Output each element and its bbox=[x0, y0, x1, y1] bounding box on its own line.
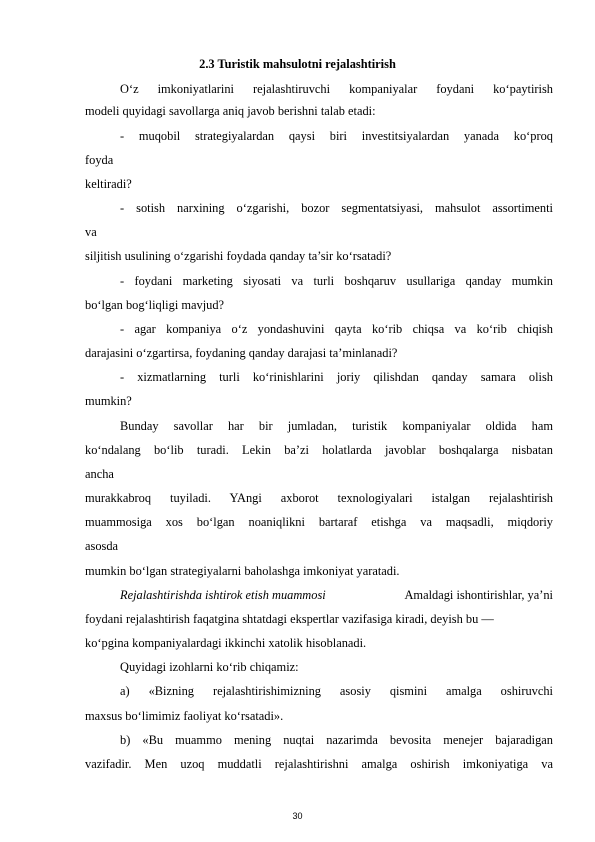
paragraph-line: b) «Bu muammo mening nuqtai nazarimda bevosita menejer bajaradigan bbox=[120, 733, 553, 747]
paragraph-line: bo‘lgan bog‘liqligi mavjud? bbox=[85, 298, 225, 312]
paragraph-line: foyda bbox=[85, 153, 114, 167]
paragraph-line: O‘z imkoniyatlarini rejalashtiruvchi kompaniyalar foydani ko‘paytirish bbox=[120, 82, 553, 96]
paragraph-line: - foydani marketing siyosati va turli boshqaruv usullariga qanday mumkin bbox=[120, 274, 553, 288]
paragraph-line: - sotish narxining o‘zgarishi, bozor segmentatsiyasi, mahsulot assortimenti bbox=[120, 201, 553, 215]
paragraph-line: ko‘ndalang bo‘lib turadi. Lekin ba’zi holatlarda javoblar boshqalarga nisbatan bbox=[85, 443, 553, 457]
paragraph-line: - muqobil strategiyalardan qaysi biri investitsiyalardan yanada ko‘proq bbox=[120, 129, 553, 143]
paragraph-line: mumkin? bbox=[85, 394, 132, 408]
paragraph-line: muammosiga xos bo‘lgan noaniqlikni bartaraf etishga va maqsadli, miqdoriy bbox=[85, 515, 553, 529]
page-number: 30 bbox=[292, 811, 303, 821]
paragraph-line: - agar kompaniya o‘z yondashuvini qayta ko‘rib chiqsa va ko‘rib chiqish bbox=[120, 322, 553, 336]
paragraph-text: Amaldagi ishontirishlar, ya’ni bbox=[404, 588, 553, 602]
paragraph-line: ko‘pgina kompaniyalardagi ikkinchi xatolik hisoblanadi. bbox=[85, 636, 367, 650]
paragraph-line: Bunday savollar har bir jumladan, turistik kompaniyalar oldida ham bbox=[120, 419, 553, 433]
paragraph-line: - xizmatlarning turli ko‘rinishlarini joriy qilishdan qanday samara olish bbox=[120, 370, 553, 384]
paragraph-line: murakkabroq tuyiladi. YAngi axborot texnologiyalari istalgan rejalashtirish bbox=[85, 491, 553, 505]
paragraph-line: modeli quyidagi savollarga aniq javob berishni talab etadi: bbox=[85, 104, 376, 118]
paragraph-line: a) «Bizning rejalashtirishimizning asosiy qismini amalga oshiruvchi bbox=[120, 684, 553, 698]
paragraph-line: siljitish usulining o‘zgarishi foydada qanday ta’sir ko‘rsatadi? bbox=[85, 249, 392, 263]
paragraph-line: mumkin bo‘lgan strategiyalarni baholashga imkoniyat yaratadi. bbox=[85, 564, 400, 578]
paragraph-line: maxsus bo‘limimiz faoliyat ko‘rsatadi». bbox=[85, 709, 284, 723]
section-title: 2.3 Turistik mahsulotni rejalashtirish bbox=[199, 57, 396, 71]
paragraph-line: asosda bbox=[85, 539, 119, 553]
italic-heading: Rejalashtirishda ishtirok etish muammosi bbox=[120, 588, 326, 602]
paragraph-line: Quyidagi izohlarni ko‘rib chiqamiz: bbox=[120, 660, 299, 674]
paragraph-line: foydani rejalashtirish faqatgina shtatdagi ekspertlar vazifasiga kiradi, deyish bu — bbox=[85, 612, 494, 626]
paragraph-line: ancha bbox=[85, 467, 114, 481]
paragraph-line: va bbox=[85, 225, 97, 239]
paragraph-line bbox=[120, 588, 553, 603]
paragraph-line: vazifadir. Men uzoq muddatli rejalashtirishni amalga oshirish imkoniyatiga va bbox=[85, 757, 553, 771]
paragraph-line: darajasini o‘zgartirsa, foydaning qanday darajasi ta’minlanadi? bbox=[85, 346, 398, 360]
paragraph-line: keltiradi? bbox=[85, 177, 132, 191]
